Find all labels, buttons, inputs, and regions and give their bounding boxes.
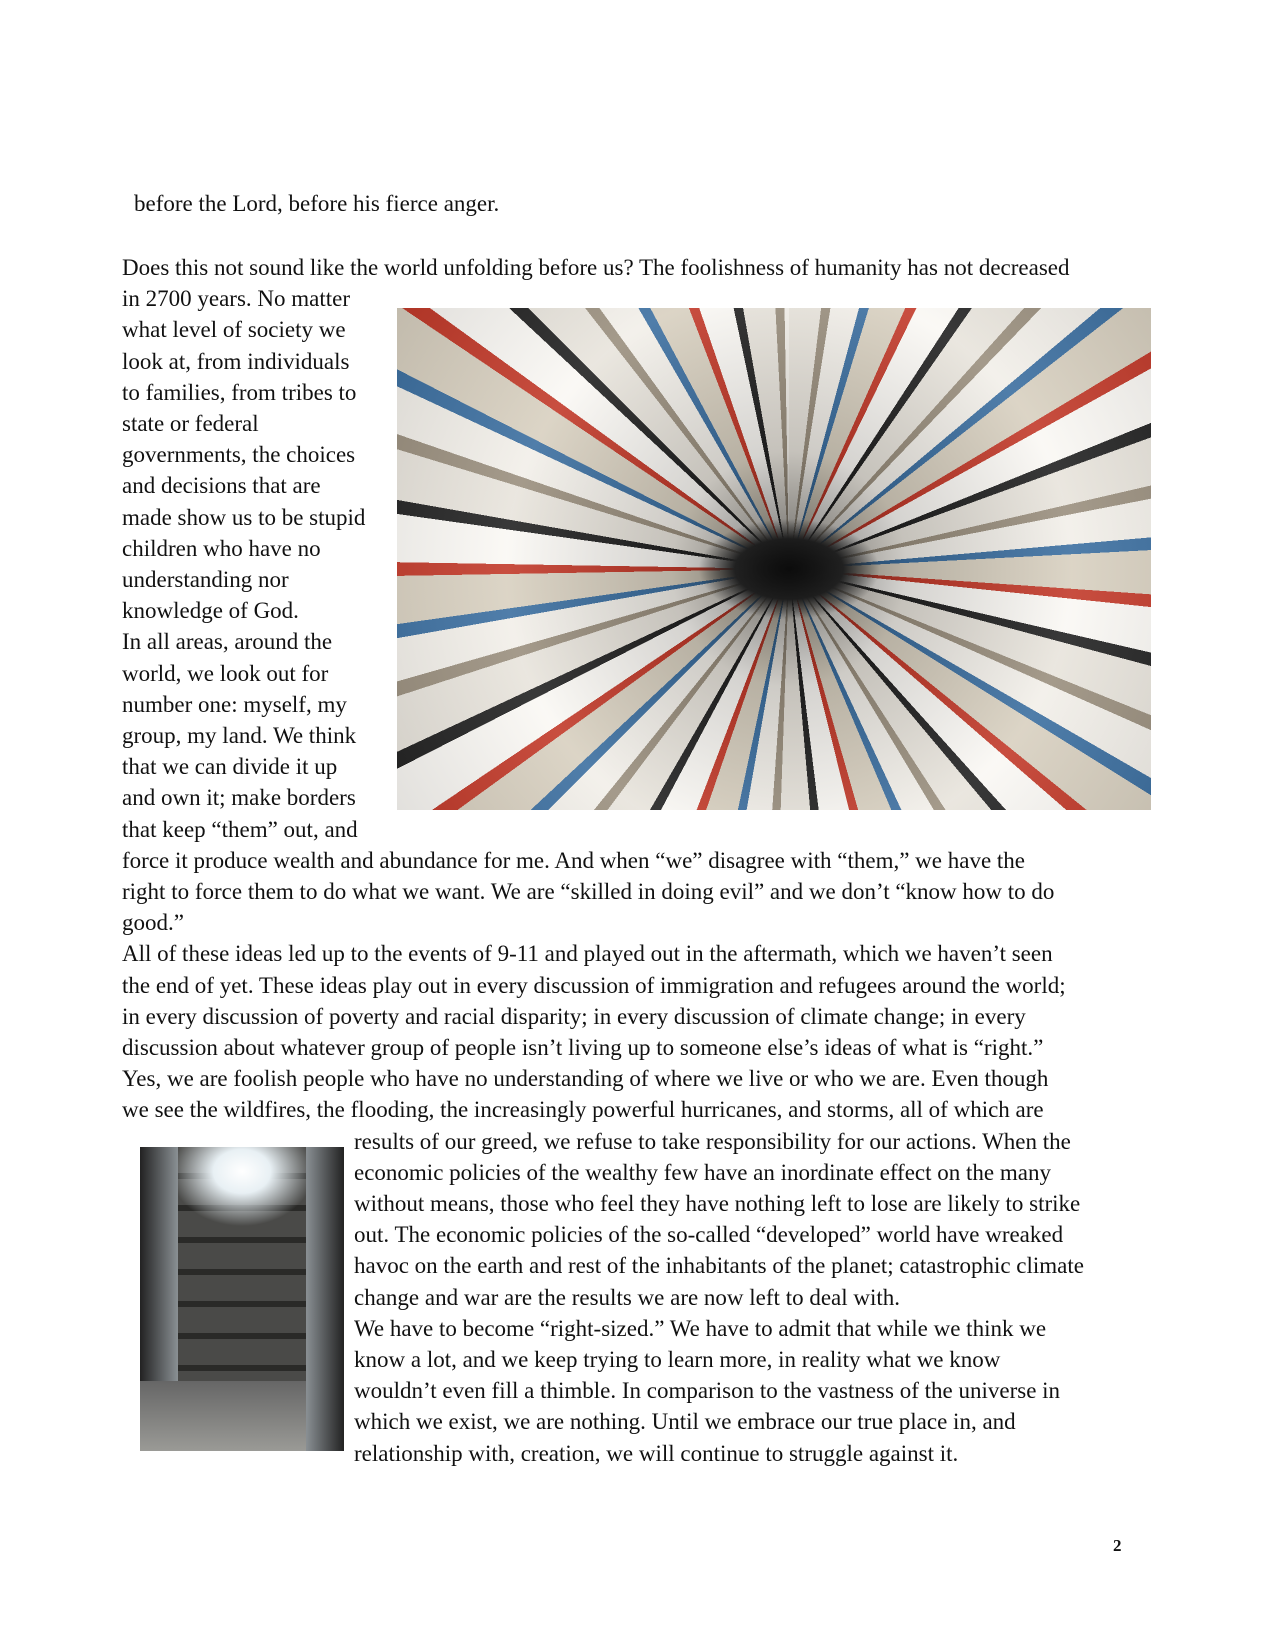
text-line: good.” [122,910,184,936]
text-line: right to force them to do what we want. We are “skilled in doing evil” and we don’t “know how to do [122,879,1055,904]
stair-floor [140,1381,344,1451]
text-line: discussion about whatever group of people isn’t living up to someone else’s ideas of what is “right.” [122,1035,1044,1060]
text-line: governments, the choices [122,442,356,468]
text-line: understanding nor [122,567,289,592]
text-line: Does this not sound like the world unfolding before us? The foolishness of humanity has not decreased [122,255,1070,280]
text-line: state or federal [122,411,259,436]
text-line: the end of yet. These ideas play out in every discussion of immigration and refugees around the world; [122,972,1066,998]
text-line: number one: myself, my [122,691,347,717]
books-vortex-image [397,308,1151,810]
text-line: made show us to be stupid [122,504,366,530]
text-line: wouldn’t even fill a thimble. In comparison to the vastness of the universe in [354,1378,1061,1404]
text-line: know a lot, and we keep trying to learn more, in reality what we know [354,1347,1001,1372]
text-line: force it produce wealth and abundance for me. And when “we” disagree with “them,” we have the [122,847,1026,873]
text-line: and decisions that are [122,473,321,499]
text-line: knowledge of God. [122,598,299,624]
text-line: what level of society we [122,317,346,343]
text-line: in 2700 years. No matter [122,286,351,312]
text-line: to families, from tribes to [122,379,357,405]
stairway-light-image [140,1147,344,1451]
text-line: that we can divide it up [122,754,338,780]
text-line: We have to become “right-sized.” We have to admit that while we think we [354,1315,1047,1341]
text-line: change and war are the results we are now left to deal with. [354,1284,901,1310]
text-line: and own it; make borders [122,785,356,811]
text-line: Yes, we are foolish people who have no understanding of where we live or who we are. Even though [122,1066,1049,1092]
text-line: world, we look out for [122,660,329,686]
quote-continuation-line: before the Lord, before his fierce anger. [134,191,500,216]
text-line: that keep “them” out, and [122,816,358,842]
text-line: we see the wildfires, the flooding, the increasingly powerful hurricanes, and storms, all of which are [122,1097,1044,1123]
text-line: relationship with, creation, we will continue to struggle against it. [354,1440,959,1466]
text-line: out. The economic policies of the so-called “developed” world have wreaked [354,1222,1064,1248]
text-line: In all areas, around the [122,629,333,655]
text-line: economic policies of the wealthy few have an inordinate effect on the many [354,1159,1051,1185]
text-line: without means, those who feel they have nothing left to lose are likely to strike [354,1191,1081,1216]
page-number: 2 [1113,1536,1122,1555]
text-line: havoc on the earth and rest of the inhabitants of the planet; catastrophic climate [354,1253,1084,1279]
text-line: which we exist, we are nothing. Until we embrace our true place in, and [354,1409,1016,1435]
text-line: look at, from individuals [122,348,350,374]
text-line: in every discussion of poverty and racial disparity; in every discussion of climate change; in every [122,1003,1026,1029]
text-line: group, my land. We think [122,723,357,748]
text-line: children who have no [122,535,321,561]
text-line: results of our greed, we refuse to take responsibility for our actions. When the [354,1128,1071,1154]
text-line: All of these ideas led up to the events of 9-11 and played out in the aftermath, which we haven’t seen [122,941,1053,967]
